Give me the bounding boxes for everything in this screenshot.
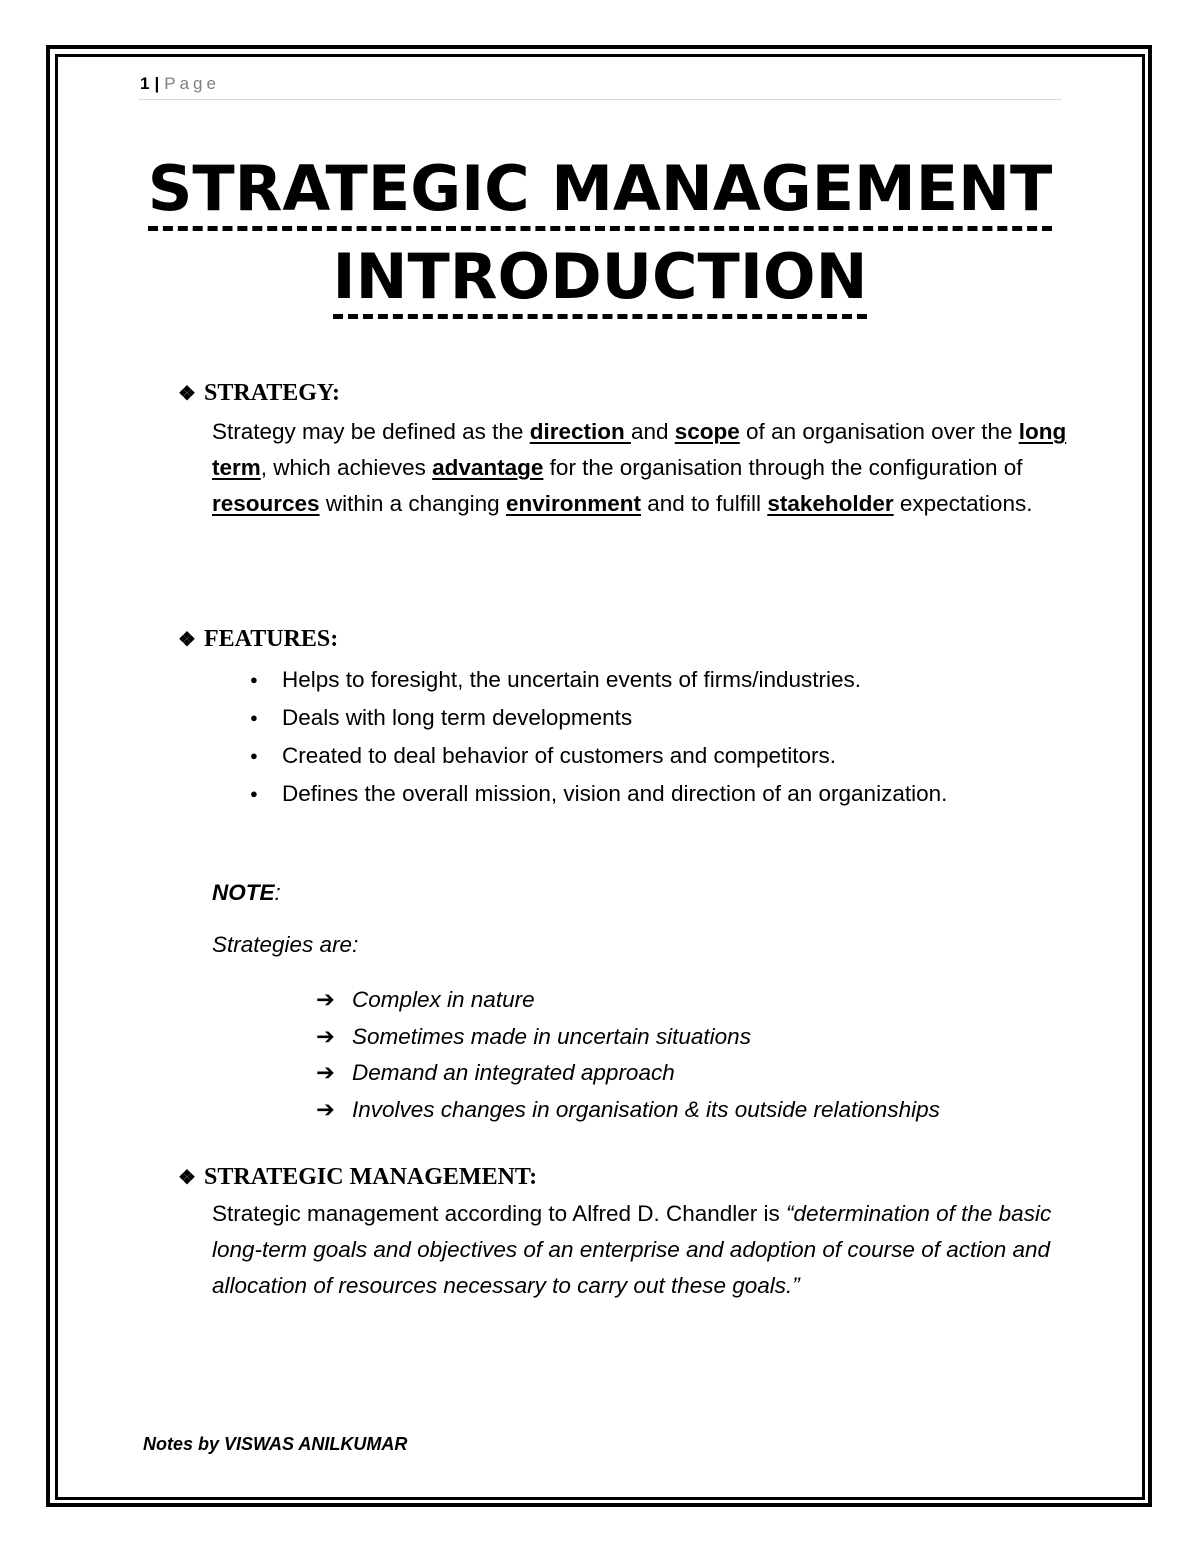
title-line-1: STRATEGIC MANAGEMENT: [148, 158, 1053, 231]
section-features-heading: [178, 626, 338, 653]
keyword-long-term: long term: [212, 419, 1067, 480]
list-item: [316, 982, 940, 1019]
features-heading-text: FEATURES:: [204, 626, 339, 652]
arrow-right-icon: ➔: [316, 1096, 335, 1122]
page-header: [140, 74, 220, 94]
page-label: Page: [164, 74, 220, 93]
diamond-bullet-icon: ❖: [178, 383, 196, 405]
list-item: [316, 1019, 940, 1056]
text-run: of an organisation over the: [739, 419, 1019, 444]
arrow-right-icon: ➔: [316, 1060, 335, 1085]
keyword-stakeholder: stakeholder: [767, 491, 894, 516]
list-item: ● Deals with long term developments: [240, 699, 947, 737]
list-item-text: Sometimes made in uncertain situations: [352, 1023, 751, 1049]
strategy-heading-text: STRATEGY:: [204, 380, 341, 406]
keyword-scope: scope: [674, 419, 740, 444]
section-strategy-heading: [178, 380, 340, 407]
note-subtitle: Strategies are:: [212, 932, 359, 957]
page-number: 1: [140, 74, 151, 93]
arrow-right-icon: ➔: [316, 987, 335, 1012]
list-item: ● Created to deal behavior of customers and competitors.: [240, 737, 947, 775]
strategy-definition: [212, 414, 1072, 522]
note-colon: :: [274, 880, 281, 905]
keyword-advantage: advantage: [432, 455, 544, 480]
page-separator: |: [154, 74, 161, 93]
strategic-management-definition: [212, 1196, 1072, 1304]
document-title: [0, 152, 1200, 231]
features-list: [240, 661, 947, 813]
list-item-text: Demand an integrated approach: [352, 1060, 675, 1085]
list-item: ● Helps to foresight, the uncertain events of firms/industries.: [240, 661, 947, 699]
note-heading: [212, 880, 281, 906]
text-run: Strategic management according to Alfred D. Chandler is: [212, 1201, 787, 1226]
text-run: , which achieves: [260, 455, 433, 480]
strategic-management-heading-text: STRATEGIC MANAGEMENT:: [204, 1164, 538, 1190]
text-run: and to fulfill: [640, 491, 768, 516]
text-run: and: [630, 419, 675, 444]
title-line-2: INTRODUCTION: [333, 246, 868, 319]
list-item: [316, 1055, 940, 1092]
diamond-bullet-icon: ❖: [178, 629, 196, 651]
header-rule: [138, 99, 1062, 100]
keyword-environment: environment: [505, 491, 641, 516]
chandler-quote: “determination of the basic long-term goals and objectives of an enterprise and adoption of course of action and allocation of resources necessary to carry out these goals.”: [212, 1201, 1052, 1298]
text-run: expectations.: [893, 491, 1033, 516]
arrow-right-icon: ➔: [316, 1023, 335, 1049]
list-item-text: Involves changes in organisation & its outside relationships: [352, 1096, 940, 1122]
list-item: [316, 1092, 940, 1129]
note-label: NOTE: [212, 880, 275, 905]
note-list: [316, 982, 940, 1128]
keyword-direction: direction: [529, 419, 631, 444]
list-item: ● Defines the overall mission, vision and direction of an organization.: [240, 775, 947, 813]
text-run: Strategy may be defined as the: [212, 419, 530, 444]
text-run: for the organisation through the configuration of: [543, 455, 1023, 480]
document-subtitle: [0, 240, 1200, 319]
diamond-bullet-icon: ❖: [178, 1167, 196, 1189]
list-item-text: Complex in nature: [352, 987, 535, 1012]
text-run: within a changing: [319, 491, 506, 516]
footer-author: Notes by VISWAS ANILKUMAR: [143, 1434, 408, 1454]
keyword-resources: resources: [212, 491, 320, 516]
section-strategic-management-heading: [178, 1164, 537, 1191]
